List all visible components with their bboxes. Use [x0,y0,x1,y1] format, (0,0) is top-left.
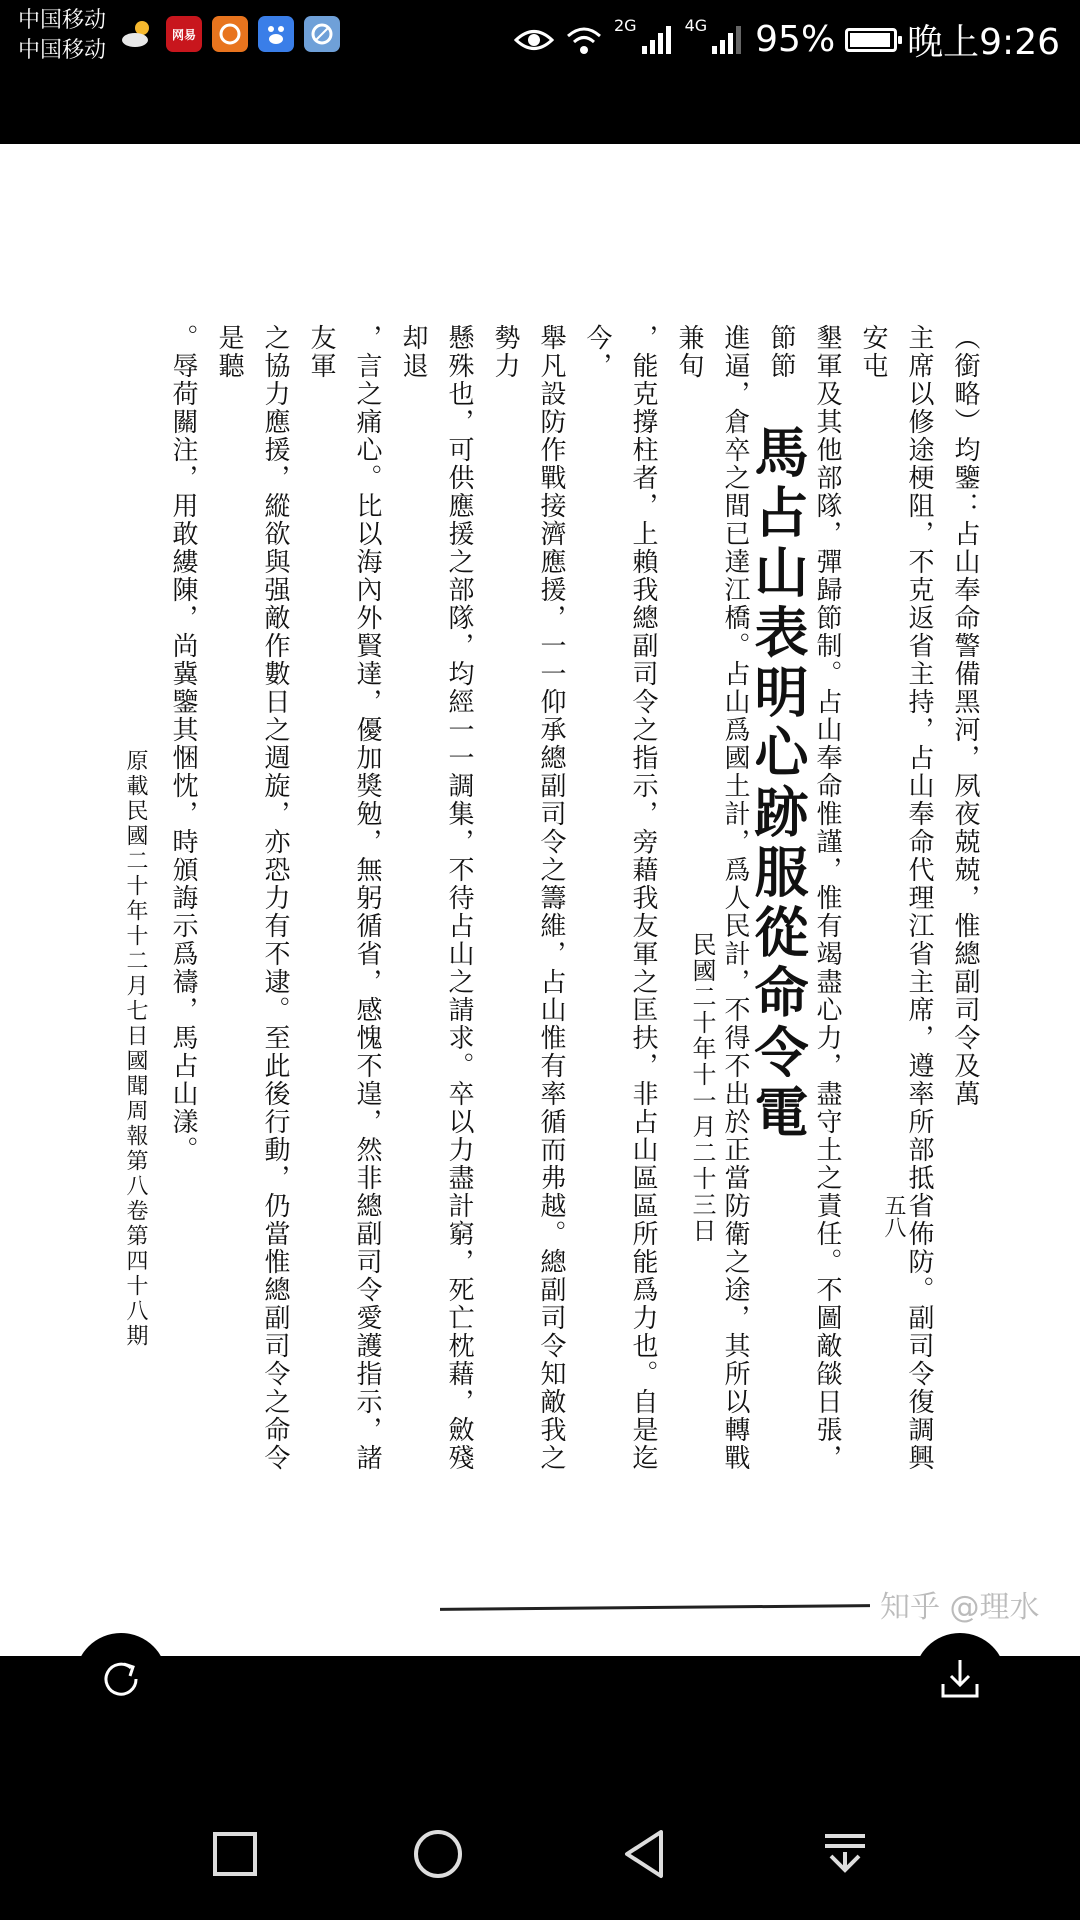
body-line: ，能克撐柱者，上賴我總副司令之指示，旁藉我友軍之匡扶，非占山區區所能爲力也。自是迄今， [582,324,658,1472]
document-page[interactable] [0,144,1080,1656]
status-bar [0,0,1080,144]
page-number: 五八 [881,1194,906,1238]
navigation-bar [0,1788,1080,1920]
body-line: （銜略）均鑒：占山奉命警備黑河，夙夜兢兢，惟總副司令及萬 [950,324,980,1108]
notification-icons [120,16,340,52]
clock: 晚上9:26 [907,22,1060,63]
battery-icon [845,28,897,52]
netease-icon: 网易 [166,16,202,52]
carrier-1: 中国移动 [18,8,107,33]
document-body [160,324,988,1474]
notifications-pull-button[interactable] [815,1824,875,1884]
refresh-icon [94,1652,148,1706]
document-source: 原載民國二十年十二月七日國聞周報第八卷第四十八期 [123,749,148,1349]
signal-1-icon [641,24,675,56]
browser-icon [304,16,340,52]
carrier-labels [18,6,106,66]
baidu-icon [258,16,294,52]
recents-icon [207,1826,263,1882]
signal-2-label: 4G [684,16,708,35]
body-line: ，言之痛心。比以海內外賢達，優加獎勉，無躬循省，感愧不遑，然非總副司令愛護指示，諸友軍 [306,324,382,1472]
wifi-icon [564,24,604,56]
home-button[interactable] [408,1824,468,1884]
refresh-button[interactable] [75,1633,167,1725]
body-line: 主席以修途梗阻，不克返省主持，占山奉命代理江省主席，遵率所部抵省佈防。副司令復調興安屯 [858,324,934,1472]
download-button[interactable] [914,1633,1006,1725]
recents-button[interactable] [205,1824,265,1884]
document-title: 馬占山表明心跡服從命令電 [746,424,810,1144]
back-icon [617,1826,673,1882]
signal-2-icon [711,24,745,56]
body-line: 進逼，倉卒之間已達江橋。占山爲國土計，爲人民計，不得不出於正當防衛之途，其所以轉戰兼旬 [674,324,750,1472]
body-line: 舉凡設防作戰接濟應援，一一仰承總副司令之籌維，占山惟有率循而弗越。總副司令知敵我之勢力 [490,324,566,1472]
notifications-pull-icon [817,1826,873,1882]
body-line: 之協力應援，縱欲與强敵作數日之週旋，亦恐力有不逮。至此後行動，仍當惟總副司令之命令是聽 [214,324,290,1472]
system-icons [514,14,1060,65]
download-icon [933,1652,987,1706]
body-line: 。辱荷關注，用敢縷陳，尚冀鑒其悃忱，時頒誨示爲禱，馬占山漾。 [168,324,198,1164]
eye-comfort-icon [514,25,554,55]
watermark: 知乎 @理水 [880,1590,1040,1625]
body-line: 墾軍及其他部隊，彈歸節制。占山奉命惟謹，惟有竭盡心力，盡守土之責任。不圖敵燄日張，節節 [766,324,842,1472]
home-icon [410,1826,466,1882]
body-line: 懸殊也，可供應援之部隊，均經一一調集，不待占山之請求。卒以力盡計窮，死亡枕藉，斂殘却退 [398,324,474,1472]
battery-percent: 95% [755,19,836,60]
back-button[interactable] [615,1824,675,1884]
uc-icon [212,16,248,52]
document-date: 民國二十年十一月二十三日 [688,932,716,1244]
signal-1-label: 2G [613,16,637,35]
carrier-2: 中国移动 [18,38,107,63]
weather-icon [120,16,156,52]
page-rule [440,1604,870,1611]
